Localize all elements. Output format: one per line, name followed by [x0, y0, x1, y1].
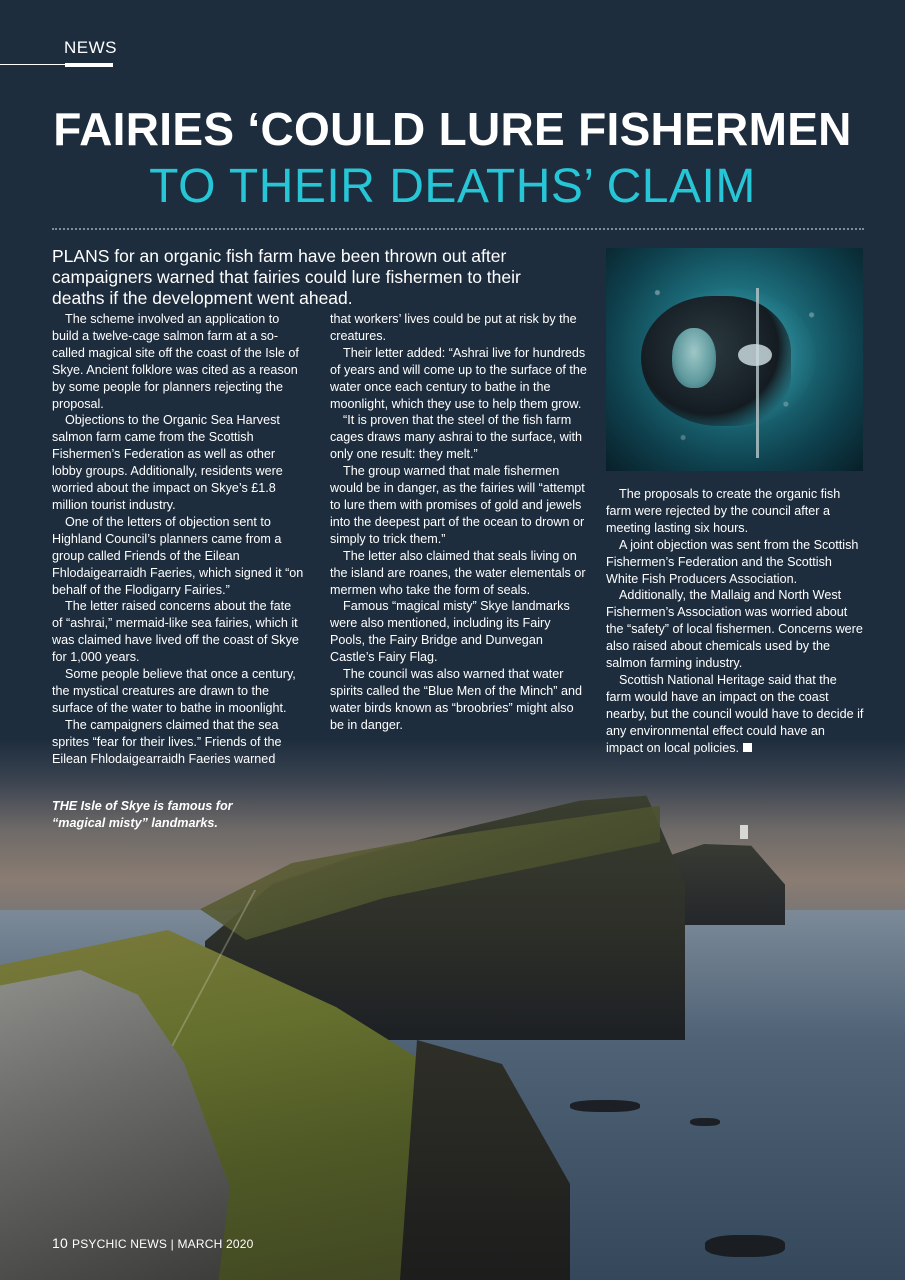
photo-caption: THE Isle of Skye is famous for “magical misty” landmarks. [52, 799, 233, 830]
article-column-2 [330, 311, 588, 734]
paragraph: A joint objection was sent from the Scottish Fishermen’s Federation and the Scottish White Fish Producers Association. [606, 537, 859, 586]
mermaid-fairy-illustration [606, 248, 863, 471]
paragraph: Some people believe that once a century, the mystical creatures are drawn to the surface of the water to bathe in moonlight. [52, 667, 296, 715]
paragraph-continued: that workers’ lives could be put at risk by the creatures. [330, 312, 577, 343]
paragraph: Their letter added: “Ashrai live for hundreds of years and will come up to the surface of the water once each century to bathe in the moonlight, which they use to help them grow. [330, 345, 587, 411]
end-of-article-mark [743, 743, 752, 752]
section-label: NEWS [64, 38, 117, 57]
dotted-divider [52, 228, 864, 230]
article-column-1 [52, 311, 304, 767]
paragraph: The campaigners claimed that the sea sprites “fear for their lives.” Friends of the Eilean Fhlodaigearraidh Faeries warned [52, 717, 282, 766]
footer-text: PSYCHIC NEWS | MARCH 2020 [71, 1237, 254, 1251]
standfirst: PLANS for an organic fish farm have been thrown out after campaigners warned that fairies could lure fishermen to their deaths if the development went ahead. [52, 246, 521, 308]
paragraph: The scheme involved an application to build a twelve-cage salmon farm at a so-called magical site off the coast of the Isle of Skye. Ancient folklore was cited as a reason by some people for planners rejecting the proposal. [52, 312, 299, 411]
headline [0, 100, 905, 216]
page-footer [52, 1235, 253, 1251]
section-rule [0, 64, 65, 65]
paragraph: Famous “magical misty” Skye landmarks were also mentioned, including its Fairy Pools, the Fairy Bridge and Dunvegan Castle’s Fairy Flag. [330, 599, 570, 665]
paragraph: The proposals to create the organic fish farm were rejected by the council after a meeting lasting six hours. [606, 487, 841, 535]
article-column-3 [606, 486, 864, 757]
paragraph: Objections to the Organic Sea Harvest salmon farm came from the Scottish Fishermen’s Federation as well as other lobby groups. Additionally, residents were worried about the impact on Skye’s £1.8 million tourist industry. [52, 413, 283, 512]
paragraph: Additionally, the Mallaig and North West Fishermen’s Association was worried about the “safety” of local fishermen. Concerns were also raised about chemicals used by the salmon farming industry. [606, 588, 863, 671]
paragraph: “It is proven that the steel of the fish farm cages draws many ashrai to the surface, with only one result: they melt.” [330, 413, 582, 462]
paragraph: The letter also claimed that seals living on the island are roanes, the water elementals or mermen who take the form of seals. [330, 548, 586, 597]
page-number: 10 [52, 1235, 68, 1251]
paragraph: The council was also warned that water spirits called the “Blue Men of the Minch” and water birds known as “broobries” might also be in danger. [330, 667, 582, 732]
headline-line-1: FAIRIES ‘COULD LURE FISHERMEN [53, 103, 852, 155]
rock-islet [570, 1100, 640, 1112]
section-rule-accent [65, 63, 113, 67]
paragraph-final [606, 672, 864, 757]
headline-line-2: TO THEIR DEATHS’ CLAIM [149, 160, 756, 213]
bubbles [606, 248, 863, 471]
lighthouse [740, 825, 748, 839]
paragraph: The letter raised concerns about the fate of “ashrai,” mermaid-like sea fairies, which it was claimed have lived off the coast of Skye for 1,000 years. [52, 599, 299, 665]
final-paragraph-text: Scottish National Heritage said that the farm would have an impact on the coast nearby, but the council would have to decide if any environmental effect could have an impact on local policies. [606, 672, 864, 755]
rock-islet [705, 1235, 785, 1257]
paragraph: One of the letters of objection sent to Highland Council’s planners came from a group called Friends of the Eilean Fhlodaigearraidh Faeries, which signed it “on behalf of the Flodigarry Fairies.” [52, 514, 304, 597]
rock-islet [690, 1118, 720, 1126]
paragraph: The group warned that male fishermen would be in danger, as the fairies will “attempt to lure them with promises of gold and jewels into the deepest part of the ocean to drown or simply to trick them.” [330, 464, 585, 546]
